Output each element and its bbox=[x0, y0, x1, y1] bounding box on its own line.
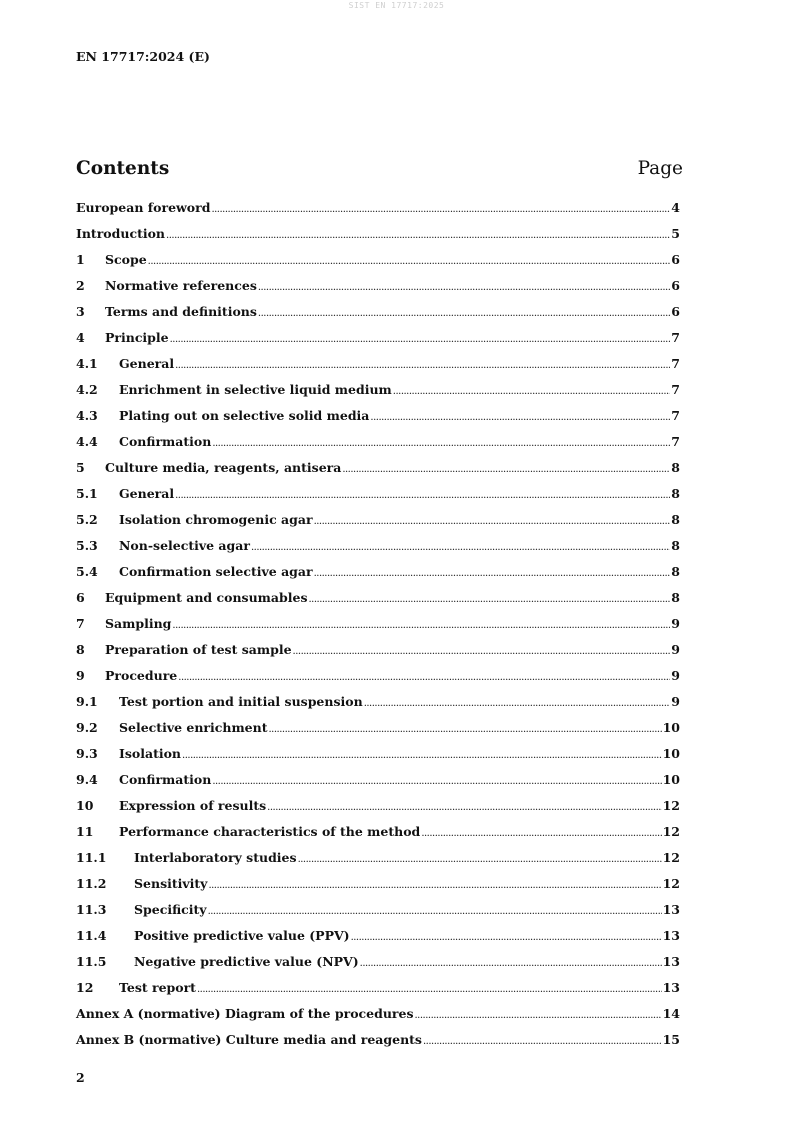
toc-entry-number: 5.2 bbox=[76, 512, 98, 527]
toc-entry[interactable] bbox=[76, 382, 680, 408]
toc-dot-leader bbox=[423, 1036, 662, 1047]
toc-entry[interactable] bbox=[76, 668, 680, 694]
toc-dot-leader bbox=[364, 698, 671, 709]
toc-entry-title: Terms and definitions bbox=[105, 304, 257, 319]
toc-entry-number: 5.4 bbox=[76, 564, 98, 579]
toc-entry-page: 6 bbox=[671, 278, 680, 293]
toc-entry-page: 6 bbox=[671, 304, 680, 319]
toc-entry[interactable] bbox=[76, 720, 680, 746]
toc-entry-page: 13 bbox=[662, 980, 680, 995]
toc-dot-leader bbox=[172, 620, 670, 631]
toc-entry-title: Isolation chromogenic agar bbox=[119, 512, 313, 527]
toc-entry-title: Equipment and consumables bbox=[105, 590, 308, 605]
toc-entry-number: 11.3 bbox=[76, 902, 107, 917]
toc-entry-page: 10 bbox=[662, 746, 680, 761]
toc-dot-leader bbox=[298, 854, 662, 865]
toc-entry-page: 13 bbox=[662, 954, 680, 969]
toc-entry-title: Annex A (normative) Diagram of the procedures bbox=[76, 1006, 414, 1021]
toc-entry[interactable] bbox=[76, 486, 680, 512]
toc-dot-leader bbox=[293, 646, 671, 657]
toc-entry-number: 5 bbox=[76, 460, 85, 475]
toc-entry-number: 11.5 bbox=[76, 954, 107, 969]
toc-entry[interactable] bbox=[76, 460, 680, 486]
toc-entry-title: Expression of results bbox=[119, 798, 267, 813]
toc-entry-title: General bbox=[119, 486, 175, 501]
toc-dot-leader bbox=[370, 412, 670, 423]
toc-entry-page: 12 bbox=[662, 824, 680, 839]
toc-entry[interactable] bbox=[76, 278, 680, 304]
toc-entry-number: 9.3 bbox=[76, 746, 98, 761]
toc-entry-title: Confirmation bbox=[119, 434, 212, 449]
toc-entry[interactable] bbox=[76, 408, 680, 434]
page-number: 2 bbox=[76, 1070, 85, 1085]
toc-dot-leader bbox=[208, 906, 662, 917]
toc-dot-leader bbox=[166, 230, 670, 241]
toc-entry-title: Scope bbox=[105, 252, 147, 267]
toc-entry-title: Performance characteristics of the method bbox=[119, 824, 421, 839]
toc-entry-number: 4.1 bbox=[76, 356, 98, 371]
toc-dot-leader bbox=[182, 750, 662, 761]
toc-entry-page: 9 bbox=[671, 668, 680, 683]
toc-entry-page: 7 bbox=[671, 330, 680, 345]
toc-dot-leader bbox=[314, 516, 671, 527]
toc-entry-title: Annex B (normative) Culture media and reagents bbox=[76, 1032, 422, 1047]
toc-dot-leader bbox=[148, 256, 671, 267]
toc-dot-leader bbox=[175, 360, 670, 371]
toc-dot-leader bbox=[170, 334, 671, 345]
toc-entry-page: 10 bbox=[662, 772, 680, 787]
toc-entry-title: Culture media, reagents, antisera bbox=[105, 460, 342, 475]
toc-entry-page: 9 bbox=[671, 616, 680, 631]
toc-entry[interactable] bbox=[76, 694, 680, 720]
contents-title: Contents bbox=[76, 158, 170, 179]
toc-entry[interactable] bbox=[76, 434, 680, 460]
toc-entry-page: 13 bbox=[662, 902, 680, 917]
toc-entry-number: 11.1 bbox=[76, 850, 107, 865]
toc-entry-page: 5 bbox=[671, 226, 680, 241]
toc-entry-number: 6 bbox=[76, 590, 85, 605]
toc-entry[interactable] bbox=[76, 356, 680, 382]
toc-entry[interactable] bbox=[76, 928, 680, 954]
toc-dot-leader bbox=[421, 828, 661, 839]
toc-entry-page: 10 bbox=[662, 720, 680, 735]
toc-dot-leader bbox=[212, 438, 670, 449]
toc-dot-leader bbox=[360, 958, 662, 969]
toc-dot-leader bbox=[269, 724, 662, 735]
toc-entry[interactable] bbox=[76, 538, 680, 564]
toc-entry-page: 9 bbox=[671, 694, 680, 709]
toc-entry[interactable] bbox=[76, 616, 680, 642]
toc-entry[interactable] bbox=[76, 252, 680, 278]
toc-entry-title: Test report bbox=[119, 980, 196, 995]
toc-entry-number: 9 bbox=[76, 668, 85, 683]
toc-entry[interactable] bbox=[76, 304, 680, 330]
toc-entry[interactable] bbox=[76, 746, 680, 772]
toc-dot-leader bbox=[212, 776, 661, 787]
toc-entry[interactable] bbox=[76, 200, 680, 226]
toc-entry-page: 6 bbox=[671, 252, 680, 267]
toc-entry-title: Sensitivity bbox=[134, 876, 208, 891]
toc-entry[interactable] bbox=[76, 798, 680, 824]
toc-entry-title: Negative predictive value (NPV) bbox=[134, 954, 359, 969]
watermark: SIST EN 17717:2025 bbox=[348, 1, 445, 10]
toc-entry-number: 10 bbox=[76, 798, 94, 813]
toc-dot-leader bbox=[342, 464, 670, 475]
toc-entry-page: 8 bbox=[671, 590, 680, 605]
toc-dot-leader bbox=[258, 282, 670, 293]
toc-entry-title: European foreword bbox=[76, 200, 211, 215]
toc-entry-title: Selective enrichment bbox=[119, 720, 268, 735]
toc-entry-page: 12 bbox=[662, 876, 680, 891]
toc-entry-title: Sampling bbox=[105, 616, 172, 631]
toc-entry-page: 7 bbox=[671, 408, 680, 423]
toc-entry-title: Normative references bbox=[105, 278, 257, 293]
toc-entry-number: 7 bbox=[76, 616, 85, 631]
toc-entry-title: Specificity bbox=[134, 902, 207, 917]
toc-entry-page: 4 bbox=[671, 200, 680, 215]
page-column-label: Page bbox=[637, 158, 683, 179]
toc-entry[interactable] bbox=[76, 1032, 680, 1058]
toc-entry-number: 12 bbox=[76, 980, 94, 995]
toc-entry[interactable] bbox=[76, 824, 680, 850]
toc-entry-title: Test portion and initial suspension bbox=[119, 694, 363, 709]
toc-entry-title: Confirmation bbox=[119, 772, 212, 787]
toc-entry-title: Enrichment in selective liquid medium bbox=[119, 382, 392, 397]
document-identifier: EN 17717:2024 (E) bbox=[76, 49, 210, 64]
toc-entry[interactable] bbox=[76, 226, 680, 252]
toc-dot-leader bbox=[267, 802, 661, 813]
toc-entry-title: General bbox=[119, 356, 175, 371]
toc-entry-title: Isolation bbox=[119, 746, 182, 761]
toc-entry-number: 1 bbox=[76, 252, 85, 267]
toc-entry-number: 11.2 bbox=[76, 876, 107, 891]
toc-entry-number: 5.3 bbox=[76, 538, 98, 553]
toc-dot-leader bbox=[393, 386, 671, 397]
toc-dot-leader bbox=[308, 594, 670, 605]
toc-dot-leader bbox=[175, 490, 670, 501]
toc-entry-number: 8 bbox=[76, 642, 85, 657]
toc-entry-number: 3 bbox=[76, 304, 85, 319]
toc-entry-page: 12 bbox=[662, 850, 680, 865]
table-of-contents bbox=[76, 200, 680, 1058]
toc-entry-title: Interlaboratory studies bbox=[134, 850, 297, 865]
toc-entry-page: 7 bbox=[671, 382, 680, 397]
toc-entry-number: 9.4 bbox=[76, 772, 98, 787]
toc-entry[interactable] bbox=[76, 876, 680, 902]
toc-entry[interactable] bbox=[76, 642, 680, 668]
toc-entry-number: 9.2 bbox=[76, 720, 98, 735]
toc-entry-page: 7 bbox=[671, 434, 680, 449]
toc-entry-title: Procedure bbox=[105, 668, 178, 683]
toc-entry-page: 15 bbox=[662, 1032, 680, 1047]
toc-entry-number: 4 bbox=[76, 330, 85, 345]
toc-entry-number: 9.1 bbox=[76, 694, 98, 709]
toc-entry-page: 8 bbox=[671, 538, 680, 553]
toc-entry[interactable] bbox=[76, 902, 680, 928]
toc-entry[interactable] bbox=[76, 512, 680, 538]
toc-entry-page: 8 bbox=[671, 564, 680, 579]
toc-dot-leader bbox=[314, 568, 671, 579]
toc-dot-leader bbox=[178, 672, 670, 683]
toc-entry[interactable] bbox=[76, 850, 680, 876]
toc-entry[interactable] bbox=[76, 980, 680, 1006]
toc-entry-number: 4.2 bbox=[76, 382, 98, 397]
toc-dot-leader bbox=[351, 932, 662, 943]
toc-entry[interactable] bbox=[76, 330, 680, 356]
toc-entry-title: Non-selective agar bbox=[119, 538, 250, 553]
toc-entry-title: Principle bbox=[105, 330, 169, 345]
toc-dot-leader bbox=[197, 984, 662, 995]
toc-entry-number: 4.4 bbox=[76, 434, 98, 449]
toc-entry-number: 11.4 bbox=[76, 928, 107, 943]
toc-entry[interactable] bbox=[76, 1006, 680, 1032]
toc-entry-page: 9 bbox=[671, 642, 680, 657]
toc-entry-page: 12 bbox=[662, 798, 680, 813]
toc-entry[interactable] bbox=[76, 954, 680, 980]
toc-dot-leader bbox=[251, 542, 670, 553]
toc-entry[interactable] bbox=[76, 590, 680, 616]
toc-entry-title: Preparation of test sample bbox=[105, 642, 292, 657]
toc-entry-page: 8 bbox=[671, 486, 680, 501]
toc-entry-page: 7 bbox=[671, 356, 680, 371]
toc-entry-page: 8 bbox=[671, 512, 680, 527]
toc-entry-number: 11 bbox=[76, 824, 94, 839]
toc-entry-number: 4.3 bbox=[76, 408, 98, 423]
toc-entry-page: 13 bbox=[662, 928, 680, 943]
toc-entry-page: 14 bbox=[662, 1006, 680, 1021]
toc-dot-leader bbox=[258, 308, 670, 319]
toc-entry-title: Plating out on selective solid media bbox=[119, 408, 370, 423]
toc-entry-title: Positive predictive value (PPV) bbox=[134, 928, 350, 943]
contents-header bbox=[76, 158, 683, 182]
toc-dot-leader bbox=[415, 1010, 662, 1021]
toc-entry-number: 5.1 bbox=[76, 486, 98, 501]
toc-entry[interactable] bbox=[76, 772, 680, 798]
toc-entry-page: 8 bbox=[671, 460, 680, 475]
toc-entry-number: 2 bbox=[76, 278, 85, 293]
toc-entry-title: Confirmation selective agar bbox=[119, 564, 313, 579]
toc-entry-title: Introduction bbox=[76, 226, 166, 241]
toc-entry[interactable] bbox=[76, 564, 680, 590]
toc-dot-leader bbox=[208, 880, 661, 891]
toc-dot-leader bbox=[211, 204, 670, 215]
